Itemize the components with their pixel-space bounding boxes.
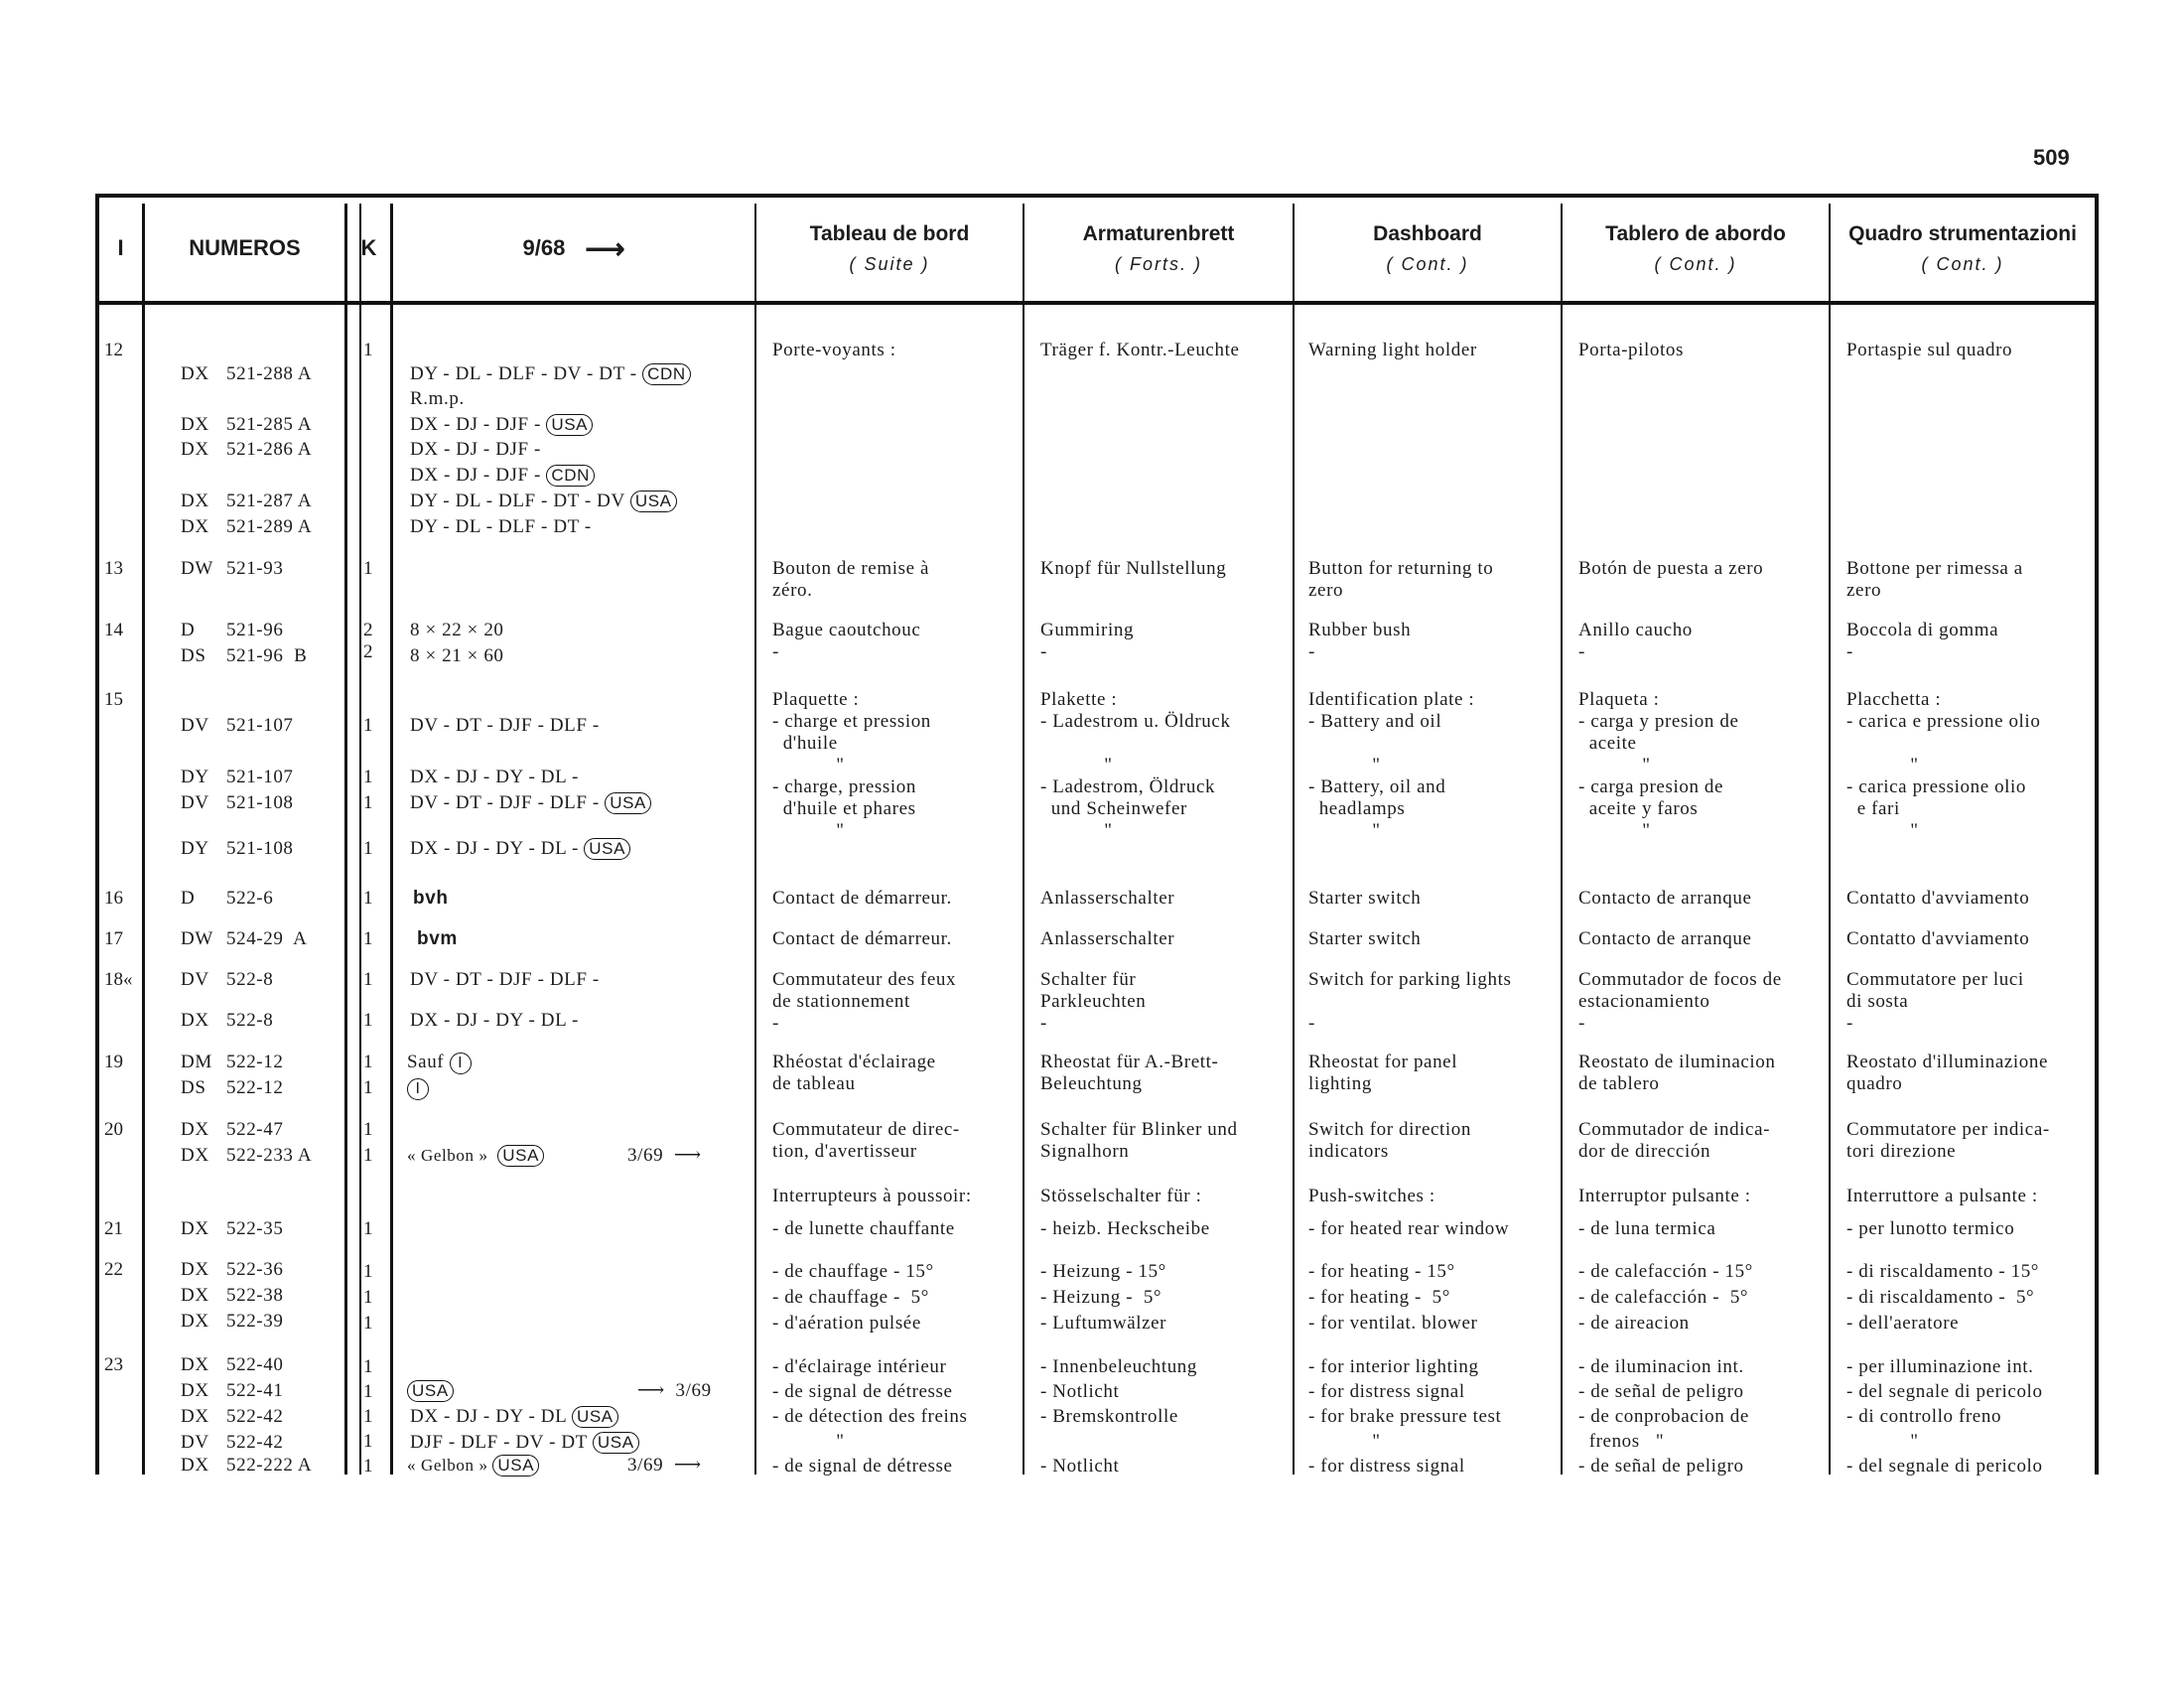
numero-prefix: DW <box>181 928 213 949</box>
date-note: 3/69 ⟶ <box>627 1455 702 1476</box>
header-fr-sub: ( Suite ) <box>849 253 930 274</box>
row-number: 15 <box>104 689 123 710</box>
model-text: DX - DJ - DJF - <box>410 414 541 435</box>
model-list: 8 × 22 × 20 <box>410 620 504 640</box>
row-number: 21 <box>104 1218 123 1239</box>
k-quantity: 1 <box>363 715 374 736</box>
k-quantity: 1 <box>363 1010 374 1031</box>
usa-badge: USA <box>605 792 651 814</box>
numero-value: 522-35 <box>226 1218 284 1239</box>
desc-it: Contatto d'avviamento <box>1846 928 2030 949</box>
header-col-es <box>1563 199 1829 298</box>
numero-prefix: DX <box>181 363 209 384</box>
row-number: 19 <box>104 1052 123 1072</box>
header-col-de <box>1024 199 1293 298</box>
desc-de: Anlasserschalter <box>1040 928 1175 949</box>
desc-fr: Bague caoutchouc - <box>772 620 921 662</box>
desc-de: Knopf für Nullstellung <box>1040 558 1227 579</box>
desc-en: Push-switches : <box>1308 1186 1435 1206</box>
desc-de: Anlasserschalter <box>1040 888 1175 909</box>
model-list: DX - DJ - DY - DL - <box>410 1010 579 1031</box>
desc-it: - per lunotto termico <box>1846 1218 2015 1239</box>
numero-prefix: DX <box>181 1010 209 1031</box>
model-list <box>410 838 630 860</box>
desc-en: Switch for parking lights - <box>1308 969 1512 1034</box>
desc-fr: - de chauffage - 15° - de chauffage - 5° - d'aération pulsée <box>772 1261 934 1334</box>
numero-prefix: DY <box>181 767 209 787</box>
desc-es: - de calefacción - 15° - de calefacción - 5° - de aireacion <box>1578 1261 1753 1334</box>
numero-prefix: DM <box>181 1052 212 1072</box>
numero-value: 522-36 <box>226 1259 284 1280</box>
cdn-badge: CDN <box>546 465 595 487</box>
numero-prefix: DX <box>181 1259 209 1280</box>
row-number: 13 <box>104 558 123 579</box>
desc-de: - heizb. Heckscheibe <box>1040 1218 1210 1239</box>
usa-badge: USA <box>572 1406 618 1428</box>
desc-fr: Rhéostat d'éclairage de tableau <box>772 1052 936 1094</box>
date-note: 3/69 ⟶ <box>627 1145 702 1166</box>
numero-prefix: DW <box>181 558 213 579</box>
desc-es: Commutador de focos de estacionamiento - <box>1578 969 1782 1034</box>
model-list: bvm <box>417 928 458 949</box>
desc-fr: Plaquette : - charge et pression d'huile " - charge, pression d'huile et phares " <box>772 689 931 841</box>
numero-value: 522-12 <box>226 1077 284 1098</box>
numero-prefix: DV <box>181 969 209 990</box>
header-es-title: Tablero de abordo <box>1605 221 1786 245</box>
header-date-text: 9/68 <box>522 235 566 260</box>
row-number: 22 <box>104 1259 123 1280</box>
numero-prefix: DX <box>181 1119 209 1140</box>
desc-it: Reostato d'illuminazione quadro <box>1846 1052 2049 1094</box>
numero-value: 522-39 <box>226 1311 284 1332</box>
header-de-sub: ( Forts. ) <box>1115 253 1202 274</box>
desc-fr: Commutateur de direc- tion, d'avertisseur <box>772 1119 960 1162</box>
numero-value: 521-107 <box>226 767 294 787</box>
numero-value: 522-222 A <box>226 1455 313 1476</box>
k-quantity: 1 <box>363 1052 374 1072</box>
desc-fr: - d'éclairage intérieur - de signal de détresse - de détection des freins " - de signal de détresse <box>772 1356 968 1477</box>
page-number: 509 <box>2033 145 2070 170</box>
k-quantity: 1 <box>363 340 374 360</box>
k-quantity: 1 <box>363 558 374 579</box>
desc-fr: Porte-voyants : <box>772 340 896 360</box>
desc-en: Rheostat for panel lighting <box>1308 1052 1458 1094</box>
desc-it: Bottone per rimessa a zero <box>1846 558 2023 601</box>
row-number: 20 <box>104 1119 123 1140</box>
desc-es: Contacto de arranque <box>1578 928 1752 949</box>
desc-en: Button for returning to zero <box>1308 558 1494 601</box>
model-list: bvh <box>413 888 449 909</box>
header-col-en <box>1295 199 1561 298</box>
desc-it: Commutatore per luci di sosta - <box>1846 969 2024 1034</box>
numero-value: 521-285 A <box>226 414 313 435</box>
numero-value: 522-6 <box>226 888 274 909</box>
model-list <box>410 465 595 487</box>
arrow-right-icon: ⟶ <box>585 232 625 264</box>
model-text: DX - DJ - DY - DL - <box>410 838 579 859</box>
desc-es: Porta-pilotos <box>1578 340 1684 360</box>
row-number: 17 <box>104 928 123 949</box>
numero-prefix: DX <box>181 439 209 460</box>
k-quantity: 1 1 1 1 1 <box>363 1356 374 1477</box>
header-it-sub: ( Cont. ) <box>1921 253 2004 274</box>
row-number: 16 <box>104 888 123 909</box>
model-list: DX - DJ - DJF - <box>410 439 541 460</box>
header-en-title: Dashboard <box>1373 221 1482 245</box>
desc-it: Portaspie sul quadro <box>1846 340 2013 360</box>
desc-de: Schalter für Parkleuchten - <box>1040 969 1147 1034</box>
desc-fr: - de lunette chauffante <box>772 1218 955 1239</box>
numero-value: 521-96 <box>226 620 284 640</box>
numero-prefix: DX <box>181 1218 209 1239</box>
header-col-fr <box>756 199 1023 298</box>
numero-value: 521-107 <box>226 715 294 736</box>
numero-prefix: D <box>181 888 196 909</box>
i-badge: I <box>450 1053 472 1074</box>
numero-prefix: DS <box>181 645 206 666</box>
desc-es: Botón de puesta a zero <box>1578 558 1764 579</box>
usa-badge: USA <box>630 491 677 512</box>
header-col-numeros: NUMEROS <box>189 235 301 260</box>
date-note: ⟶ 3/69 <box>637 1380 712 1401</box>
numero-value: 521-96 B <box>226 645 308 666</box>
numero-value: 522-42 <box>226 1406 284 1427</box>
model-list <box>410 1432 639 1454</box>
usa-badge: USA <box>593 1432 639 1454</box>
model-list: 8 × 21 × 60 <box>410 645 504 666</box>
row-number: 23 <box>104 1354 123 1375</box>
numero-value: 522-233 A <box>226 1145 313 1166</box>
header-it-title: Quadro strumentazioni <box>1848 221 2077 245</box>
model-text: Sauf <box>407 1052 445 1072</box>
numero-value: 524-29 A <box>226 928 308 949</box>
model-text: « Gelbon » <box>407 1146 488 1165</box>
desc-en: Starter switch <box>1308 928 1422 949</box>
numero-value: 522-42 <box>226 1432 284 1453</box>
numero-prefix: DX <box>181 1406 209 1427</box>
numero-value: 521-108 <box>226 792 294 813</box>
numero-prefix: DY <box>181 838 209 859</box>
desc-es: - de iluminacion int. - de señal de peligro - de conprobacion de frenos " - de señal de peligro <box>1578 1356 1749 1477</box>
model-list: DX - DJ - DY - DL - <box>410 767 579 787</box>
desc-it: Boccola di gomma - <box>1846 620 1999 662</box>
model-list <box>410 491 677 512</box>
desc-it: Commutatore per indica- tori direzione <box>1846 1119 2050 1162</box>
usa-badge: USA <box>584 838 630 860</box>
desc-es: Plaqueta : - carga y presion de aceite " - carga presion de aceite y faros " <box>1578 689 1739 841</box>
model-list <box>407 1455 539 1477</box>
desc-it: Interruttore a pulsante : <box>1846 1186 2038 1206</box>
header-es-sub: ( Cont. ) <box>1654 253 1737 274</box>
desc-en: - for interior lighting - for distress signal - for brake pressure test " - for distress signal <box>1308 1356 1502 1477</box>
k-quantity: 1 <box>363 838 374 859</box>
k-quantity: 1 <box>363 888 374 909</box>
numero-value: 521-287 A <box>226 491 313 511</box>
model-list <box>407 1145 544 1167</box>
desc-en: Switch for direction indicators <box>1308 1119 1471 1162</box>
numero-value: 522-47 <box>226 1119 284 1140</box>
numero-prefix: DX <box>181 1285 209 1306</box>
numero-prefix: DX <box>181 1354 209 1375</box>
desc-es: Interruptor pulsante : <box>1578 1186 1751 1206</box>
numero-prefix: DX <box>181 491 209 511</box>
model-list: R.m.p. <box>410 388 465 409</box>
model-list <box>407 1380 454 1402</box>
numero-prefix: D <box>181 620 196 640</box>
numero-value: 521-93 <box>226 558 284 579</box>
numero-prefix: DX <box>181 1145 209 1166</box>
numero-value: 522-12 <box>226 1052 284 1072</box>
desc-es: - de luna termica <box>1578 1218 1716 1239</box>
desc-de: Träger f. Kontr.-Leuchte <box>1040 340 1240 360</box>
header-de-title: Armaturenbrett <box>1082 221 1235 245</box>
numero-value: 522-38 <box>226 1285 284 1306</box>
numero-prefix: DV <box>181 715 209 736</box>
desc-de: Stösselschalter für : <box>1040 1186 1202 1206</box>
desc-de: Rheostat für A.-Brett- Beleuchtung <box>1040 1052 1219 1094</box>
desc-it: - di riscaldamento - 15° - di riscaldamento - 5° - dell'aeratore <box>1846 1261 2039 1334</box>
numero-value: 522-41 <box>226 1380 284 1401</box>
k-quantity: 1 <box>363 1077 374 1098</box>
desc-fr: Contact de démarreur. <box>772 888 952 909</box>
numero-prefix: DV <box>181 792 209 813</box>
desc-en: Starter switch <box>1308 888 1422 909</box>
model-list: DV - DT - DJF - DLF - <box>410 969 600 990</box>
usa-badge: USA <box>497 1145 544 1167</box>
k-quantity: 1 <box>363 928 374 949</box>
model-list <box>407 1052 472 1074</box>
numero-prefix: DX <box>181 1311 209 1332</box>
numero-prefix: DX <box>181 414 209 435</box>
desc-fr: Interrupteurs à poussoir: <box>772 1186 972 1206</box>
desc-fr: Bouton de remise à zéro. <box>772 558 930 601</box>
desc-en: - for heated rear window <box>1308 1218 1510 1239</box>
desc-en: Identification plate : - Battery and oil " - Battery, oil and headlamps " <box>1308 689 1475 841</box>
desc-de: Plakette : - Ladestrom u. Öldruck " - Ladestrom, Öldruck und Scheinwefer " <box>1040 689 1231 841</box>
numero-value: 522-8 <box>226 969 274 990</box>
desc-de: Schalter für Blinker und Signalhorn <box>1040 1119 1238 1162</box>
model-list <box>410 363 691 385</box>
header-col-i: I <box>117 235 124 260</box>
model-text: DX - DJ - DJF - <box>410 465 541 486</box>
k-quantity: 1 <box>363 792 374 813</box>
i-badge: I <box>407 1078 429 1100</box>
model-list <box>410 414 593 436</box>
numero-value: 522-8 <box>226 1010 274 1031</box>
numero-value: 521-289 A <box>226 516 313 537</box>
model-list <box>410 792 651 814</box>
numero-prefix: DX <box>181 516 209 537</box>
desc-en: - for heating - 15° - for heating - 5° - for ventilat. blower <box>1308 1261 1478 1334</box>
model-text: DV - DT - DJF - DLF - <box>410 792 600 813</box>
k-quantity: 1 <box>363 1119 374 1140</box>
desc-de: - Innenbeleuchtung - Notlicht - Bremskontrolle - Notlicht <box>1040 1356 1197 1477</box>
desc-it: - per illuminazione int. - del segnale di pericolo - di controllo freno " - del segnale di pericolo <box>1846 1356 2043 1477</box>
desc-it: Contatto d'avviamento <box>1846 888 2030 909</box>
header-col-date <box>393 199 754 298</box>
model-text: « Gelbon » <box>407 1456 488 1475</box>
numero-prefix: DS <box>181 1077 206 1098</box>
numero-prefix: DV <box>181 1432 209 1453</box>
row-number: 12 <box>104 340 123 360</box>
model-list <box>407 1077 429 1100</box>
header-en-sub: ( Cont. ) <box>1386 253 1469 274</box>
desc-fr: Commutateur des feux de stationnement - <box>772 969 957 1034</box>
model-list <box>410 1406 618 1428</box>
k-quantity: 2 2 <box>363 620 374 662</box>
desc-es: Reostato de iluminacion de tablero <box>1578 1052 1776 1094</box>
desc-es: Anillo caucho - <box>1578 620 1693 662</box>
header-fr-title: Tableau de bord <box>809 221 970 245</box>
model-list: DV - DT - DJF - DLF - <box>410 715 600 736</box>
usa-badge: USA <box>546 414 593 436</box>
usa-badge: USA <box>492 1455 539 1477</box>
model-text: DJF - DLF - DV - DT <box>410 1432 588 1453</box>
model-list: DY - DL - DLF - DT - <box>410 516 592 537</box>
numero-prefix: DX <box>181 1380 209 1401</box>
desc-es: Commutador de indica- dor de dirección <box>1578 1119 1771 1162</box>
desc-en: Warning light holder <box>1308 340 1477 360</box>
model-text: DY - DL - DLF - DT - DV <box>410 491 625 511</box>
desc-de: Gummiring - <box>1040 620 1135 662</box>
desc-fr: Contact de démarreur. <box>772 928 952 949</box>
cdn-badge: CDN <box>642 363 691 385</box>
numero-value: 521-108 <box>226 838 294 859</box>
numero-value: 521-288 A <box>226 363 313 384</box>
k-quantity: 1 <box>363 969 374 990</box>
row-number: 18« <box>104 969 133 990</box>
header-col-it <box>1831 199 2095 298</box>
k-quantity: 1 <box>363 1145 374 1166</box>
usa-badge: USA <box>407 1380 454 1402</box>
k-quantity: 1 <box>363 767 374 787</box>
numero-value: 522-40 <box>226 1354 284 1375</box>
k-quantity: 1 1 1 <box>363 1261 374 1334</box>
model-text: DY - DL - DLF - DV - DT - <box>410 363 637 384</box>
model-text: DX - DJ - DY - DL <box>410 1406 567 1427</box>
k-quantity: 1 <box>363 1218 374 1239</box>
desc-en: Rubber bush - <box>1308 620 1412 662</box>
header-col-k: K <box>360 235 377 260</box>
desc-es: Contacto de arranque <box>1578 888 1752 909</box>
desc-it: Placchetta : - carica e pressione olio " - carica pressione olio e fari " <box>1846 689 2041 841</box>
row-number: 14 <box>104 620 123 640</box>
numero-prefix: DX <box>181 1455 209 1476</box>
numero-value: 521-286 A <box>226 439 313 460</box>
desc-de: - Heizung - 15° - Heizung - 5° - Luftumwälzer <box>1040 1261 1167 1334</box>
